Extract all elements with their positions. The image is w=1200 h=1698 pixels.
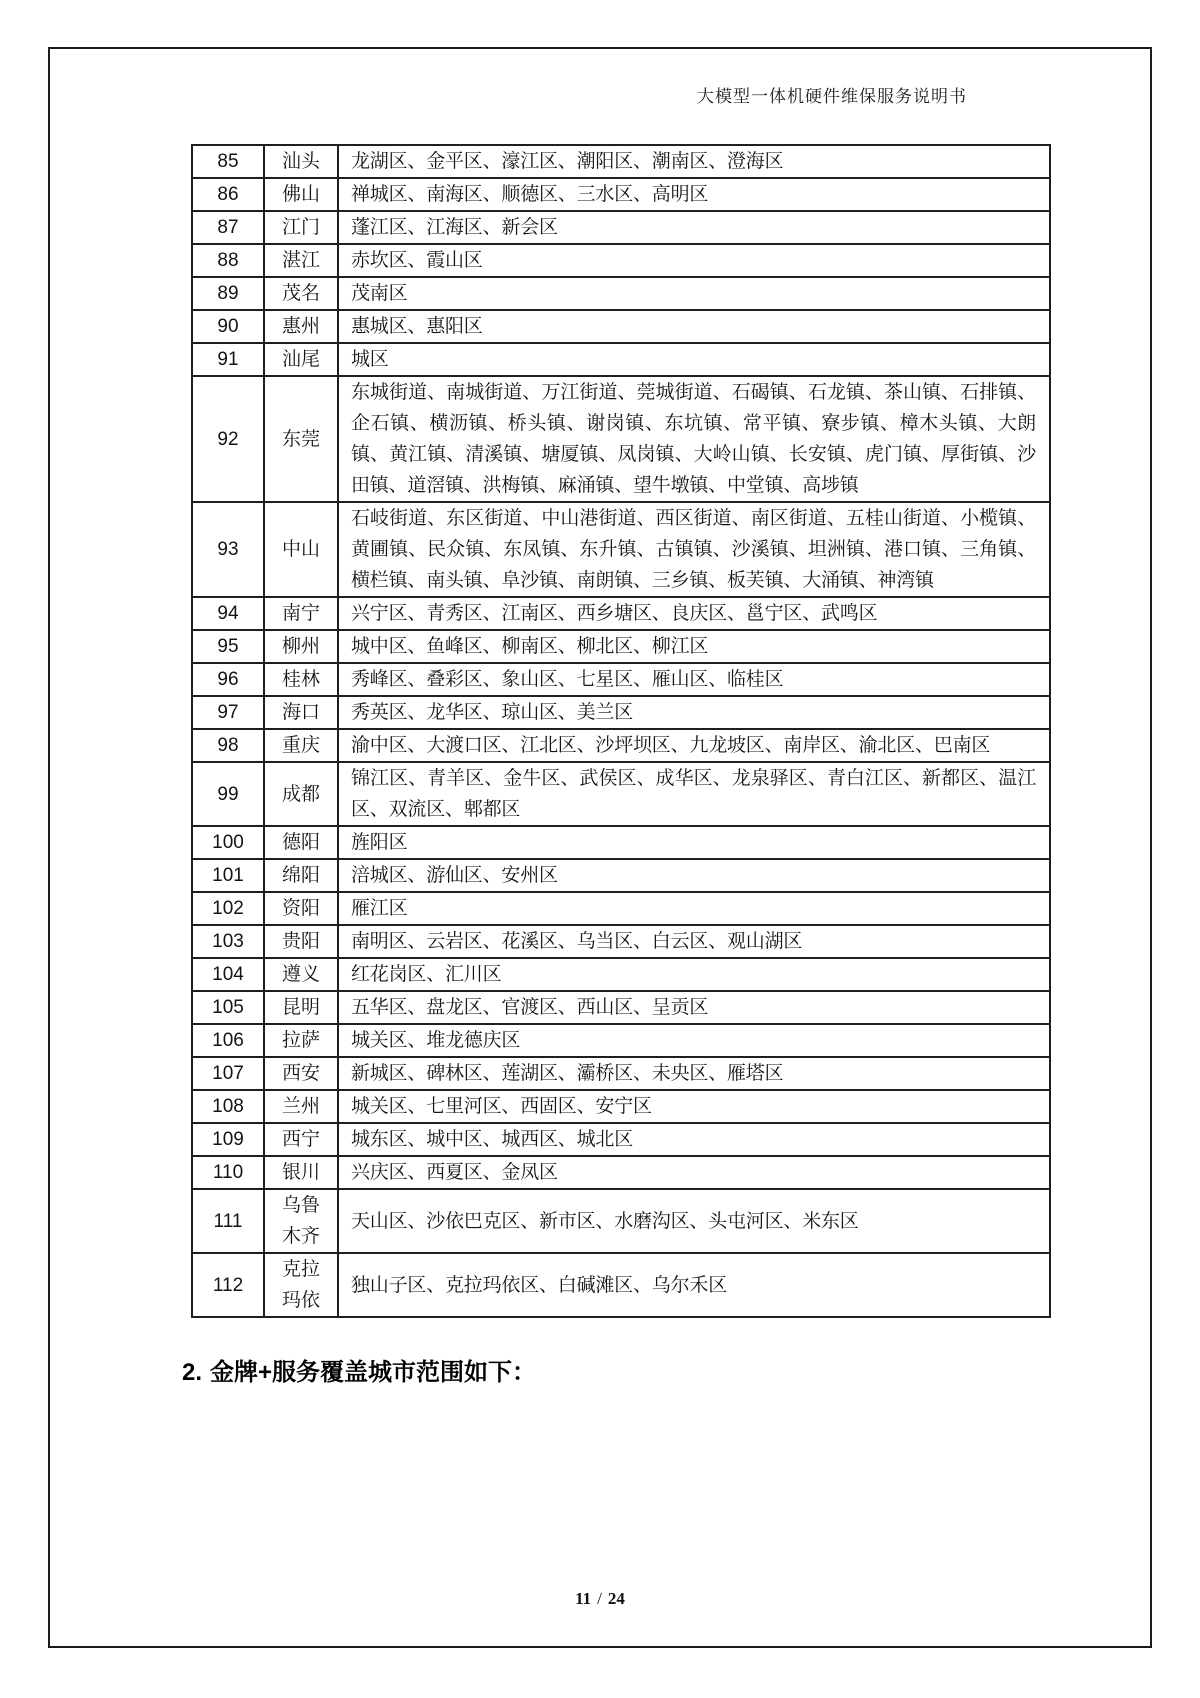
table-row — [192, 1123, 1050, 1156]
table-row — [192, 958, 1050, 991]
table-row — [192, 502, 1050, 597]
districts-cell: 涪城区、游仙区、安州区 — [338, 859, 1050, 892]
districts-cell: 红花岗区、汇川区 — [338, 958, 1050, 991]
table-row — [192, 991, 1050, 1024]
row-number-cell: 95 — [192, 630, 264, 663]
districts-cell: 惠城区、惠阳区 — [338, 310, 1050, 343]
city-name-cell: 湛江 — [264, 244, 338, 277]
row-number-cell: 98 — [192, 729, 264, 762]
city-name-cell: 兰州 — [264, 1090, 338, 1123]
city-name-cell: 汕头 — [264, 145, 338, 178]
row-number-cell: 107 — [192, 1057, 264, 1090]
table-row — [192, 663, 1050, 696]
row-number-cell: 87 — [192, 211, 264, 244]
table-row — [192, 762, 1050, 826]
districts-cell: 石岐街道、东区街道、中山港街道、西区街道、南区街道、五桂山街道、小榄镇、黄圃镇、民众镇、东凤镇、东升镇、古镇镇、沙溪镇、坦洲镇、港口镇、三角镇、横栏镇、南头镇、阜沙镇、南朗镇、三乡镇、板芙镇、大涌镇、神湾镇 — [338, 502, 1050, 597]
city-name-cell: 中山 — [264, 502, 338, 597]
districts-cell: 兴宁区、青秀区、江南区、西乡塘区、良庆区、邕宁区、武鸣区 — [338, 597, 1050, 630]
row-number-cell: 89 — [192, 277, 264, 310]
table-row — [192, 597, 1050, 630]
row-number-cell: 102 — [192, 892, 264, 925]
city-name-cell: 汕尾 — [264, 343, 338, 376]
city-name-cell: 昆明 — [264, 991, 338, 1024]
row-number-cell: 106 — [192, 1024, 264, 1057]
page-number-separator: / — [597, 1589, 602, 1608]
city-name-cell: 桂林 — [264, 663, 338, 696]
row-number-cell: 105 — [192, 991, 264, 1024]
city-name-cell: 重庆 — [264, 729, 338, 762]
districts-cell: 龙湖区、金平区、濠江区、潮阳区、潮南区、澄海区 — [338, 145, 1050, 178]
table-row — [192, 343, 1050, 376]
table-row — [192, 859, 1050, 892]
row-number-cell: 108 — [192, 1090, 264, 1123]
document-header-title: 大模型一体机硬件维保服务说明书 — [697, 87, 967, 106]
city-name-cell: 柳州 — [264, 630, 338, 663]
table-row — [192, 1090, 1050, 1123]
districts-cell: 城东区、城中区、城西区、城北区 — [338, 1123, 1050, 1156]
table-row — [192, 376, 1050, 502]
city-name-cell: 乌鲁木齐 — [264, 1189, 338, 1253]
row-number-cell: 90 — [192, 310, 264, 343]
city-name-cell: 拉萨 — [264, 1024, 338, 1057]
row-number-cell: 96 — [192, 663, 264, 696]
row-number-cell: 111 — [192, 1189, 264, 1253]
table-row — [192, 696, 1050, 729]
table-row — [192, 729, 1050, 762]
city-name-cell: 西安 — [264, 1057, 338, 1090]
districts-cell: 新城区、碑林区、莲湖区、灞桥区、未央区、雁塔区 — [338, 1057, 1050, 1090]
city-name-cell: 克拉玛依 — [264, 1253, 338, 1317]
table-row — [192, 630, 1050, 663]
table-row — [192, 925, 1050, 958]
table-row — [192, 1189, 1050, 1253]
districts-cell: 城关区、堆龙德庆区 — [338, 1024, 1050, 1057]
row-number-cell: 100 — [192, 826, 264, 859]
districts-cell: 天山区、沙依巴克区、新市区、水磨沟区、头屯河区、米东区 — [338, 1189, 1050, 1253]
districts-cell: 城中区、鱼峰区、柳南区、柳北区、柳江区 — [338, 630, 1050, 663]
row-number-cell: 93 — [192, 502, 264, 597]
section-heading — [182, 1352, 536, 1387]
districts-cell: 城关区、七里河区、西固区、安宁区 — [338, 1090, 1050, 1123]
districts-cell: 赤坎区、霞山区 — [338, 244, 1050, 277]
row-number-cell: 99 — [192, 762, 264, 826]
districts-cell: 禅城区、南海区、顺德区、三水区、高明区 — [338, 178, 1050, 211]
districts-cell: 秀英区、龙华区、琼山区、美兰区 — [338, 696, 1050, 729]
city-table-body — [192, 145, 1050, 1317]
page-footer — [0, 1589, 1200, 1609]
districts-cell: 城区 — [338, 343, 1050, 376]
table-row — [192, 244, 1050, 277]
page-number-current: 11 — [575, 1589, 592, 1608]
city-name-cell: 惠州 — [264, 310, 338, 343]
districts-cell: 秀峰区、叠彩区、象山区、七星区、雁山区、临桂区 — [338, 663, 1050, 696]
city-name-cell: 海口 — [264, 696, 338, 729]
city-name-cell: 德阳 — [264, 826, 338, 859]
city-name-cell: 西宁 — [264, 1123, 338, 1156]
districts-cell: 锦江区、青羊区、金牛区、武侯区、成华区、龙泉驿区、青白江区、新都区、温江区、双流区、郫都区 — [338, 762, 1050, 826]
city-name-cell: 南宁 — [264, 597, 338, 630]
section-heading-text: 金牌+服务覆盖城市范围如下： — [210, 1359, 537, 1386]
table-row — [192, 1057, 1050, 1090]
city-name-cell: 江门 — [264, 211, 338, 244]
city-name-cell: 成都 — [264, 762, 338, 826]
row-number-cell: 92 — [192, 376, 264, 502]
city-name-cell: 东莞 — [264, 376, 338, 502]
table-row — [192, 277, 1050, 310]
city-name-cell: 银川 — [264, 1156, 338, 1189]
row-number-cell: 112 — [192, 1253, 264, 1317]
row-number-cell: 104 — [192, 958, 264, 991]
row-number-cell: 110 — [192, 1156, 264, 1189]
districts-cell: 渝中区、大渡口区、江北区、沙坪坝区、九龙坡区、南岸区、渝北区、巴南区 — [338, 729, 1050, 762]
page-number-total: 24 — [607, 1589, 625, 1608]
city-name-cell: 资阳 — [264, 892, 338, 925]
table-row — [192, 1024, 1050, 1057]
districts-cell: 南明区、云岩区、花溪区、乌当区、白云区、观山湖区 — [338, 925, 1050, 958]
row-number-cell: 97 — [192, 696, 264, 729]
table-row — [192, 211, 1050, 244]
districts-cell: 独山子区、克拉玛依区、白碱滩区、乌尔禾区 — [338, 1253, 1050, 1317]
districts-cell: 五华区、盘龙区、官渡区、西山区、呈贡区 — [338, 991, 1050, 1024]
city-name-cell: 绵阳 — [264, 859, 338, 892]
table-row — [192, 1156, 1050, 1189]
districts-cell: 蓬江区、江海区、新会区 — [338, 211, 1050, 244]
districts-cell: 兴庆区、西夏区、金凤区 — [338, 1156, 1050, 1189]
city-name-cell: 贵阳 — [264, 925, 338, 958]
city-name-cell: 佛山 — [264, 178, 338, 211]
table-row — [192, 178, 1050, 211]
districts-cell: 雁江区 — [338, 892, 1050, 925]
table-row — [192, 145, 1050, 178]
districts-cell: 东城街道、南城街道、万江街道、莞城街道、石碣镇、石龙镇、茶山镇、石排镇、企石镇、横沥镇、桥头镇、谢岗镇、东坑镇、常平镇、寮步镇、樟木头镇、大朗镇、黄江镇、清溪镇、塘厦镇、凤岗镇、大岭山镇、长安镇、虎门镇、厚街镇、沙田镇、道滘镇、洪梅镇、麻涌镇、望牛墩镇、中堂镇、高埗镇 — [338, 376, 1050, 502]
city-district-table — [191, 144, 1051, 1318]
city-name-cell: 遵义 — [264, 958, 338, 991]
districts-cell: 旌阳区 — [338, 826, 1050, 859]
city-name-cell: 茂名 — [264, 277, 338, 310]
districts-cell: 茂南区 — [338, 277, 1050, 310]
row-number-cell: 88 — [192, 244, 264, 277]
row-number-cell: 85 — [192, 145, 264, 178]
table-row — [192, 310, 1050, 343]
row-number-cell: 101 — [192, 859, 264, 892]
table-row — [192, 1253, 1050, 1317]
row-number-cell: 109 — [192, 1123, 264, 1156]
row-number-cell: 94 — [192, 597, 264, 630]
row-number-cell: 91 — [192, 343, 264, 376]
table-row — [192, 826, 1050, 859]
row-number-cell: 103 — [192, 925, 264, 958]
section-heading-number: 2. — [182, 1359, 203, 1386]
table-row — [192, 892, 1050, 925]
row-number-cell: 86 — [192, 178, 264, 211]
